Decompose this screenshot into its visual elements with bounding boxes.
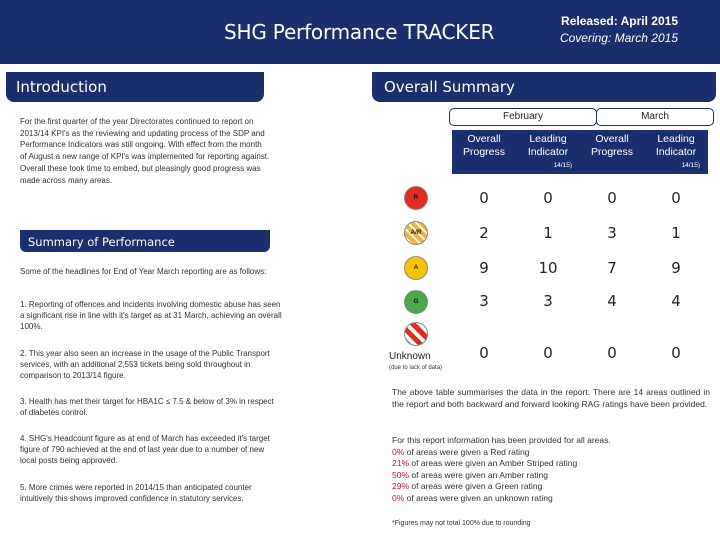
area-line bbox=[392, 493, 710, 505]
feb-overall-amber: 9 bbox=[479, 259, 489, 277]
month-header-march: March bbox=[596, 108, 714, 126]
col-header-label: Leading Indicator bbox=[655, 133, 697, 158]
headline-item: 4. SHG's Headcount figure as at end of March has exceeded it's target figure of 790 achieved at the end of last year due to a number of new local posts being approved. bbox=[20, 434, 270, 465]
headline-item: 1. Reporting of offences and incidents involving domestic abuse has seen a significant rise in line with it's target as at 31 March, achieving an overall 100%. bbox=[20, 300, 282, 331]
area-pct: 50% bbox=[392, 469, 410, 480]
mar-overall-red: 0 bbox=[607, 189, 617, 207]
mar-overall-green: 4 bbox=[607, 292, 617, 310]
rag-unknown-icon bbox=[404, 322, 428, 346]
area-text: of areas were given an Amber rating bbox=[411, 469, 548, 480]
area-text: of areas were given a Green rating bbox=[411, 481, 543, 491]
area-line bbox=[392, 481, 710, 493]
col-header-label: Overall Progress bbox=[590, 133, 633, 158]
areas-breakdown bbox=[392, 435, 710, 504]
feb-leading-amber-red: 1 bbox=[543, 224, 553, 242]
headline-item: 3. Health has met their target for HBA1C ≤ 7.5 & below of 3% in respect of diabetes control. bbox=[20, 397, 274, 417]
mar-overall-amber: 7 bbox=[607, 259, 617, 277]
mar-leading-green: 4 bbox=[671, 292, 681, 310]
col-header-mar-overall bbox=[580, 130, 644, 174]
col-header-sub: 14/15) bbox=[553, 162, 572, 169]
area-pct: 0% bbox=[392, 492, 405, 503]
col-header-label: Leading Indicator bbox=[527, 133, 569, 158]
area-pct: 0% bbox=[392, 446, 405, 457]
mar-leading-amber-red: 1 bbox=[671, 224, 681, 242]
header-banner bbox=[0, 0, 720, 64]
month-header-february: February bbox=[449, 108, 597, 126]
col-header-sub: 14/15) bbox=[681, 162, 700, 169]
feb-leading-green: 3 bbox=[543, 292, 553, 310]
rag-amber-icon: A bbox=[404, 256, 428, 280]
intro-paragraph: For the first quarter of the year Directorates continued to report on 2013/14 KPI's as the reviewing and updating process of the SDP and Performance Indicators was still ongoing. With effect from the month of August a new range of KPI's was implemented for reporting against. Overall these took time to embed, but pleasingly good progress was made across many areas. bbox=[20, 117, 270, 185]
headline-item: 5. More crimes were reported in 2014/15 than anticipated counter intuitively this shows improved confidence in statutory services. bbox=[20, 483, 252, 503]
feb-leading-amber: 10 bbox=[538, 259, 558, 277]
rag-amber-striped-icon: A/R bbox=[404, 221, 428, 245]
unknown-label: Unknown bbox=[389, 351, 431, 362]
summary-of-performance-heading[interactable]: Summary of Performance bbox=[20, 230, 270, 252]
feb-overall-green: 3 bbox=[479, 292, 489, 310]
unknown-note: (due to lack of data) bbox=[389, 365, 443, 371]
area-pct: 21% bbox=[392, 458, 410, 468]
mar-leading-red: 0 bbox=[671, 189, 681, 207]
mar-overall-unknown: 0 bbox=[607, 344, 617, 362]
footnote: *Figures may not total 100% due to rounding bbox=[392, 520, 531, 527]
tab-introduction[interactable]: Introduction bbox=[6, 72, 264, 102]
col-header-label: Overall Progress bbox=[462, 133, 505, 158]
area-text: of areas were given an Amber Striped rating bbox=[411, 458, 578, 468]
feb-overall-red: 0 bbox=[479, 189, 489, 207]
mar-leading-amber: 9 bbox=[671, 259, 681, 277]
tab-overall-summary[interactable]: Overall Summary bbox=[372, 72, 716, 102]
col-header-mar-leading bbox=[644, 130, 708, 174]
covering-period: Covering: March 2015 bbox=[559, 31, 678, 45]
area-text: of areas were given an unknown rating bbox=[406, 492, 553, 503]
mar-leading-unknown: 0 bbox=[671, 344, 681, 362]
headline-item: 2. This year also seen an increase in the usage of the Public Transport services, with an additional 2,553 tickets being sold throughout in comparison to 2013/14 figure. bbox=[20, 349, 270, 380]
col-header-feb-overall bbox=[452, 130, 516, 174]
rag-red-icon: R bbox=[404, 186, 428, 210]
feb-leading-red: 0 bbox=[543, 189, 553, 207]
area-line bbox=[392, 470, 710, 482]
area-pct: 29% bbox=[392, 481, 410, 491]
rag-green-icon: G bbox=[404, 290, 428, 314]
area-text: of areas were given a Red rating bbox=[406, 446, 530, 457]
table-summary-text: The above table summarises the data in the report. There are 14 areas outlined in the report and both backward and forward looking RAG ratings have been provided. bbox=[392, 387, 710, 409]
feb-overall-amber-red: 2 bbox=[479, 224, 489, 242]
col-header-feb-leading bbox=[516, 130, 580, 174]
areas-intro: For this report information has been provided for all areas. bbox=[392, 435, 611, 445]
released-date: Released: April 2015 bbox=[561, 14, 678, 28]
feb-leading-unknown: 0 bbox=[543, 344, 553, 362]
area-line bbox=[392, 447, 710, 459]
feb-overall-unknown: 0 bbox=[479, 344, 489, 362]
area-line bbox=[392, 458, 710, 470]
headlines-intro: Some of the headlines for End of Year March reporting are as follows: bbox=[20, 267, 267, 276]
mar-overall-amber-red: 3 bbox=[607, 224, 617, 242]
page-title: SHG Performance TRACKER bbox=[224, 20, 495, 44]
